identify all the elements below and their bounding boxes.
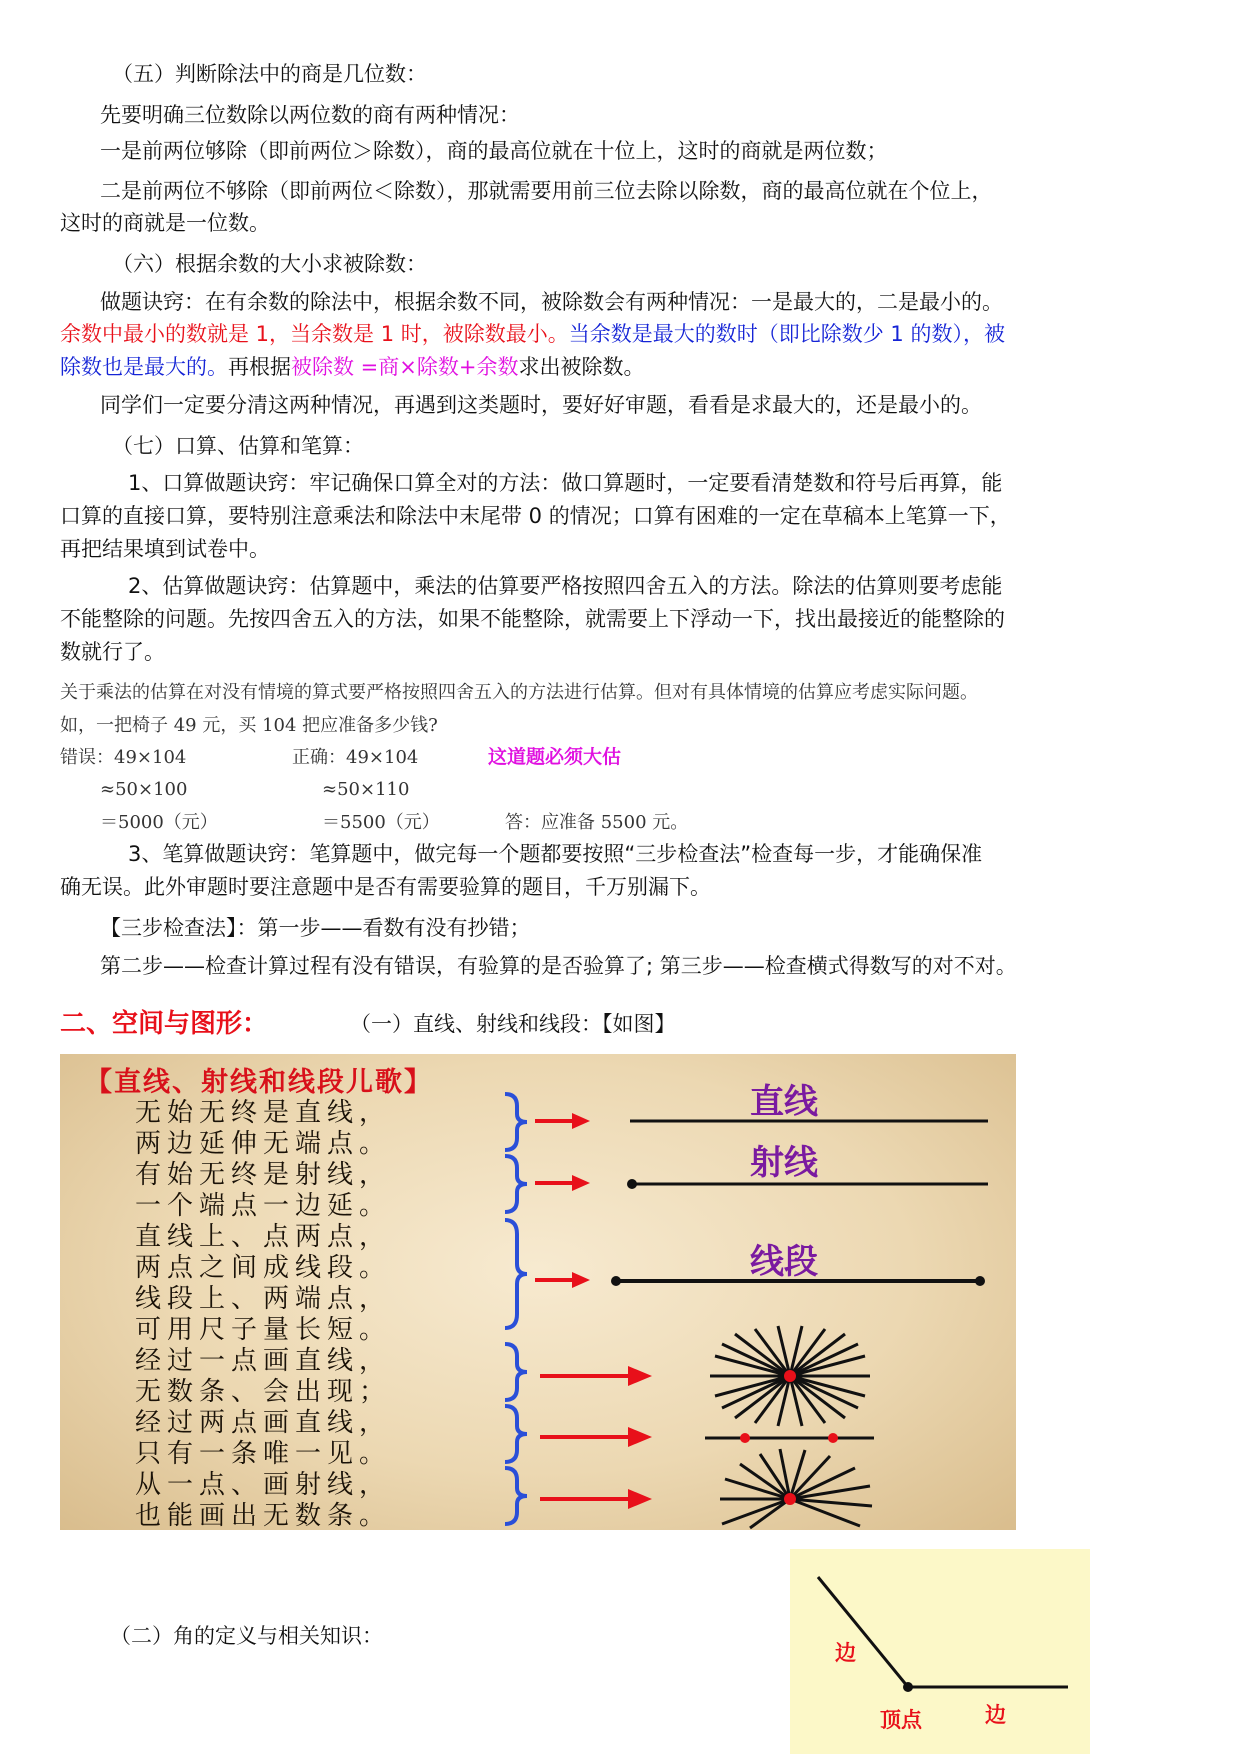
brace-2 [505, 1156, 527, 1212]
wrong-result: ＝5000（元） [100, 812, 218, 833]
mental-math-line2: 口算的直接口算，要特别注意乘法和除法中末尾带 0 的情况；口算有困难的一定在草稿本上笔算一下， [60, 504, 1011, 528]
section-5-intro: 先要明确三位数除以两位数的商有两种情况： [100, 103, 520, 127]
three-step-check-b: 第二步——检查计算过程有没有错误，有验算的是否验算了; 第三步——检查横式得数写的对不对。 [100, 954, 1017, 978]
written-calc-line2: 确无误。此外审题时要注意题中是否有需要验算的题目，千万别漏下。 [60, 875, 711, 899]
section-7-heading: （七）口算、估算和笔算： [112, 434, 364, 458]
section-6-advice: 同学们一定要分清这两种情况，再遇到这类题时，要好好审题，看看是求最大的，还是最小的。 [100, 393, 982, 417]
point-b [828, 1433, 838, 1443]
poem-line: 两点之间成线段。 [135, 1253, 392, 1283]
example-answer: 答：应准备 5500 元。 [505, 812, 689, 833]
right-result: ＝5500（元） [322, 812, 440, 833]
poem-line: 无数条、会出现； [135, 1377, 392, 1407]
estimation-line1: 2、估算做题诀窍：估算题中，乘法的估算要严格按照四舍五入的方法。除法的估算则要考虑能 [128, 574, 1003, 598]
dividend-formula: 被除数 =商×除数+余数 [291, 355, 519, 379]
brace-6 [505, 1468, 527, 1524]
brace-4 [505, 1344, 527, 1400]
rays-from-point [720, 1449, 872, 1528]
section-5-case1: 一是前两位够除（即前两位＞除数），商的最高位就在十位上，这时的商就是两位数； [100, 139, 888, 163]
poem-line: 只有一条唯一见。 [135, 1439, 392, 1469]
poem-line: 经过两点画直线， [135, 1408, 392, 1438]
brace-5 [505, 1406, 527, 1462]
segment-endpoint [611, 1276, 621, 1286]
section-2-heading: 二、空间与图形： [60, 1009, 269, 1039]
estimation-note: 关于乘法的估算在对没有情境的算式要严格按照四舍五入的方法进行估算。但对有具体情境的估算应考虑实际问题。 [60, 682, 978, 703]
min-dividend-rule: 余数中最小的数就是 1，当余数是 1 时，被除数最小。 [60, 322, 569, 346]
label-straight-line: 直线 [750, 1082, 818, 1122]
section-5-heading: （五）判断除法中的商是几位数： [112, 62, 427, 86]
arrow-icon [572, 1272, 590, 1288]
section-5-case2-line2: 这时的商就是一位数。 [60, 211, 270, 235]
max-dividend-rule-b: 除数也是最大的。 [60, 355, 228, 379]
poem-line: 一个端点一边延。 [135, 1191, 392, 1221]
section-2-subheading: （一）直线、射线和线段：【如图】 [350, 1012, 676, 1036]
poem-line: 无始无终是直线， [135, 1098, 392, 1128]
example-labels [60, 741, 1190, 774]
mental-math-line1: 1、口算做题诀窍：牢记确保口算全对的方法：做口算题时，一定要看清楚数和符号后再算，能 [128, 471, 1003, 495]
angle-vertex-point [903, 1682, 913, 1692]
brace-group [505, 1094, 527, 1524]
mental-math-line3: 再把结果填到试卷中。 [60, 537, 270, 561]
ray-endpoint [627, 1179, 637, 1189]
poem-line: 直线上、点两点， [135, 1222, 392, 1252]
poem-line: 线段上、两端点， [135, 1284, 392, 1314]
arrow-icon [628, 1427, 652, 1447]
section-6-highlight-line2 [60, 351, 1190, 384]
poem-line: 经过一点画直线， [135, 1346, 392, 1376]
wrong-step: ≈50×100 [100, 779, 188, 800]
poem-line: 从一点、画射线， [135, 1470, 392, 1500]
formula-prefix: 再根据 [228, 355, 291, 379]
angle-heading: （二）角的定义与相关知识： [110, 1624, 383, 1648]
poem-line: 两边延伸无端点。 [135, 1129, 392, 1159]
arrow-icon [628, 1366, 652, 1386]
segment-endpoint [975, 1276, 985, 1286]
point-a [740, 1433, 750, 1443]
max-dividend-rule-a: 当余数是最大的数时（即比除数少 1 的数），被 [568, 322, 1005, 346]
wrong-label: 错误：49×104 [60, 747, 187, 768]
three-step-check-a: 【三步检查法】：第一步——看数有没有抄错； [100, 916, 531, 940]
angle-side-label-2: 边 [985, 1703, 1006, 1727]
label-segment: 线段 [750, 1242, 818, 1282]
estimation-example: 如，一把椅子 49 元，买 104 把应准备多少钱? [60, 715, 438, 736]
arrow-icon [628, 1489, 652, 1509]
formula-suffix: 求出被除数。 [518, 355, 645, 379]
ray-origin-point [784, 1493, 796, 1505]
arrow-group [535, 1113, 652, 1509]
poem-title: 【直线、射线和线段儿歌】 [85, 1067, 433, 1098]
written-calc-line1: 3、笔算做题诀窍：笔算题中，做完每一个题都要按照“三步检查法”检查每一步，才能确保准 [128, 842, 983, 866]
section-6-heading: （六）根据余数的大小求被除数： [112, 252, 427, 276]
label-ray: 射线 [750, 1143, 818, 1183]
estimation-line2: 不能整除的问题。先按四舍五入的方法，如果不能整除，就需要上下浮动一下，找出最接近的能整除的 [60, 607, 1005, 631]
angle-diagram [790, 1549, 1090, 1754]
poem-line: 有始无终是射线， [135, 1160, 392, 1190]
poem-diagram [60, 1054, 1016, 1530]
arrow-icon [572, 1113, 590, 1129]
angle-vertex-label: 顶点 [880, 1708, 922, 1732]
angle-side-label: 边 [835, 1641, 856, 1665]
poem-line: 可用尺子量长短。 [135, 1315, 392, 1345]
brace-3 [505, 1220, 527, 1328]
section-6-tip: 做题诀窍：在有余数的除法中，根据余数不同，被除数会有两种情况：一是最大的，二是最小的。 [100, 290, 1003, 314]
section-5-case2-line1: 二是前两位不够除（即前两位＜除数），那就需要用前三位去除以除数，商的最高位就在个位上， [100, 179, 993, 203]
arrow-icon [572, 1175, 590, 1191]
must-estimate-high: 这道题必须大估 [488, 746, 622, 768]
estimation-line3: 数就行了。 [60, 640, 165, 664]
line-ray-segment-poem-image [60, 1054, 1016, 1530]
center-point [784, 1370, 796, 1382]
poem-line: 也能画出无数条。 [135, 1501, 392, 1530]
brace-1 [505, 1094, 527, 1150]
right-label: 正确：49×104 [292, 747, 419, 768]
section-6-highlight-line1 [60, 318, 1190, 351]
right-step: ≈50×110 [322, 779, 410, 800]
